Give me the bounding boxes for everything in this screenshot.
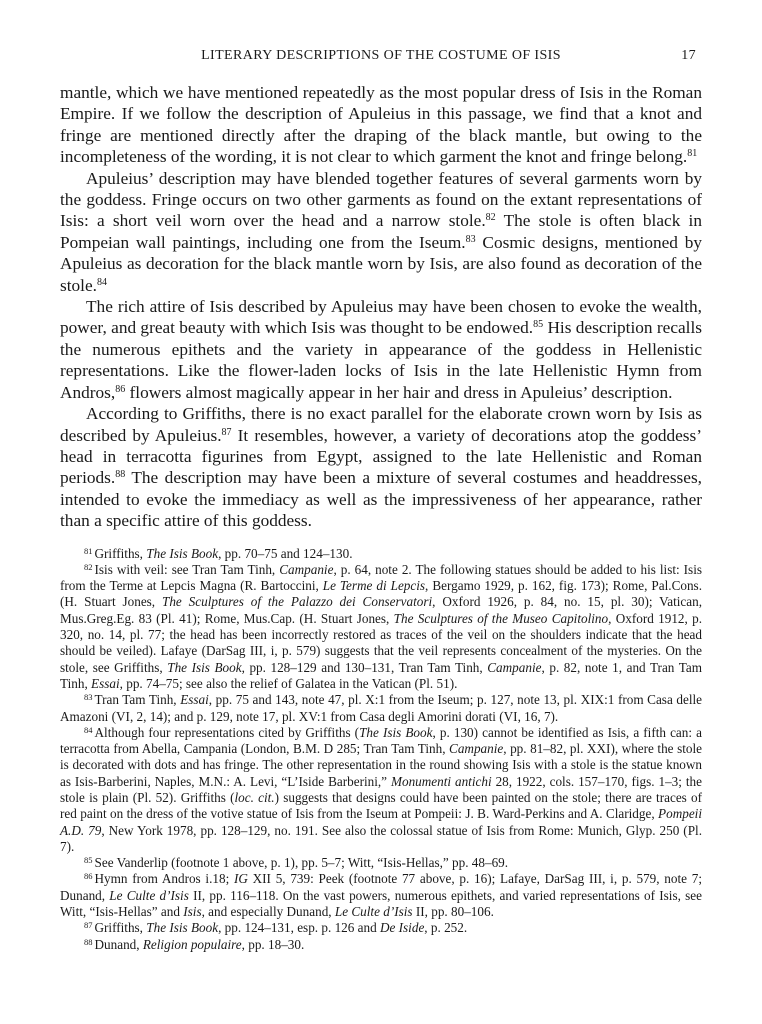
footnote-87: $^{87}$ Griffiths, The Isis Book, pp. 124–131, esp. p. 126 and De Iside, p. 252. [84, 920, 468, 936]
footnote-ref-85: 85 [533, 319, 544, 331]
paragraph-2: Apuleius’ description may have blended together features of several garments worn by the goddess. Fringe occurs on two other garments as found on the extant representations of Isis: a short veil worn over the head and a narrow stole.$^{82}$ The stole is often black in Pompeian wall paintings, including one from the Iseum.$^{83}$ Cosmic designs, mentioned by Apuleius as decoration for the black mantle worn by Isis, are also found as decoration of the stole.$^{84}$ [60, 168, 703, 295]
footnote-ref-83: 83 [465, 233, 476, 245]
footnote-81: $^{81}$ Griffiths, The Isis Book, pp. 70–75 and 124–130. [84, 545, 353, 561]
paragraph-3: The rich attire of Isis described by Apuleius may have been chosen to evoke the wealth, power, and great beauty with which Isis was thought to be endowed.$^{85}$ His description recalls the numerous epithets and the variety in appearance of the goddess in Hellenistic representations. Like the flower-laden locks of Isis in the late Hellenistic Hymn from Andros,$^{86}$ flowers almost magically appear in her hair and dress in Apuleius’ description. [60, 297, 702, 402]
footnote-83: $^{83}$ Tran Tam Tinh, Essai, pp. 75 and 143, note 47, pl. X:1 from the Iseum; p. 127, note 13, pl. XIX:1 from Casa delle Amazoni (VI, 2, 14); and p. 129, note 17, pl. XV:1 from Casa degli Amorini dorati (VI, 16, 7). [60, 692, 703, 724]
footnote-ref-87: 87 [221, 426, 232, 438]
page-number: 17 [681, 48, 696, 63]
paragraph-4: According to Griffiths, there is no exact parallel for the elaborate crown worn by Isis as described by Apuleius.$^{87}$ It resembles, however, a variety of decorations atop the goddess’ head in terracotta figurines from Egypt, assigned to the late Hellenistic and Roman periods.$^{88}$ The description may have been a mixture of several costumes and headdresses, intended to evoke the immediacy as well as the impressiveness of her appearance, rather than a specific attire of this goddess. [60, 404, 703, 531]
running-head [60, 48, 702, 70]
footnote-ref-86: 86 [115, 383, 126, 395]
footnote-ref-84: 84 [96, 276, 107, 288]
footnote-ref-81: 81 [687, 148, 698, 160]
footnote-86: $^{86}$ Hymn from Andros i.18; IG XII 5, 739: Peek (footnote 77 above, p. 16); Lafaye, DarSag III, i, p. 579, note 7; Dunand, Le Culte d’Isis II, pp. 116–118. On the vast powers, numerous epithets, and varied representations of Isis, see Witt, “Isis-Hellas” and Isis, and especially Dunand, Le Culte d’Isis II, pp. 80–106. [60, 871, 702, 920]
footnote-85: $^{85}$ See Vanderlip (footnote 1 above, p. 1), pp. 5–7; Witt, “Isis-Hellas,” pp. 48–69. [84, 855, 509, 871]
footnotes [60, 546, 702, 953]
book-page [60, 48, 702, 953]
footnote-ref-88: 88 [115, 469, 126, 481]
paragraph-1: mantle, which we have mentioned repeatedly as the most popular dress of Isis in the Roman Empire. If we follow the description of Apuleius in this passage, we find that a knot and fringe are mentioned directly after the draping of the black mantle, but owing to the incompleteness of the wording, it is not clear to which garment the knot and fringe belong.$^{81}$ [60, 83, 702, 167]
footnote-84: $^{84}$ Although four representations cited by Griffiths (The Isis Book, p. 130) cannot be identified as Isis, a fifth can: a terracotta from Abella, Campania (London, B.M. D 285; Tran Tam Tinh, Campanie, pp. 81–82, pl. XXI), where the stole is decorated with dots and has fringe. The other representation in the round showing Isis with a stole is the statue known as Isis-Barberini, Naples, M.N.: A. Levi, “L’Iside Barberini,” Monumenti antichi 28, 1922, cols. 157–170, figs. 1–3; the stole is plain (Pl. 52). Griffiths (loc. cit.) suggests that designs could have been painted on the stole; there are traces of red paint on the dress of the votive statue of Isis from the Iseum at Pompeii: J. B. Ward-Perkins and A. Claridge, Pompeii A.D. 79, New York 1978, pp. 128–129, no. 191. See also the colossal statue of Isis from Rome: Munich, Glyp. 250 (Pl. 7). [60, 724, 703, 854]
body-text [60, 82, 702, 532]
running-title: LITERARY DESCRIPTIONS OF THE COSTUME OF ISIS [201, 48, 561, 63]
footnote-82: $^{82}$ Isis with veil: see Tran Tam Tinh, Campanie, p. 64, note 2. The following statues should be added to his list: Isis from the Terme at Lepcis Magna (R. Bartoccini, Le Terme di Lepcis, Bergamo 1929, p. 162, fig. 173); Rome, Pal.Cons. (H. Stuart Jones, The Sculptures of the Palazzo dei Conservatori, Oxford 1926, p. 84, no. 15, pl. 30); Vatican, Mus.Greg.Eg. 83 (Pl. 41); Rome, Mus.Cap. (H. Stuart Jones, The Sculptures of the Museo Capitolino, Oxford 1912, p. 320, no. 14, pl. 77; the head has been incorrectly restored as traces of the veil on the shoulders indicate that the head should be veiled). Lafaye (DarSag III, i, p. 579) suggests that the veil represents concealment of the mysteries. On the stole, see Griffiths, The Isis Book, pp. 128–129 and 130–131, Tran Tam Tinh, Campanie, p. 82, note 1, and Tran Tam Tinh, Essai, pp. 74–75; see also the relief of Galatea in the Vatican (Pl. 51). [60, 561, 702, 691]
footnote-ref-82: 82 [485, 212, 496, 224]
footnote-88: $^{88}$ Dunand, Religion populaire, pp. 18–30. [84, 936, 305, 952]
